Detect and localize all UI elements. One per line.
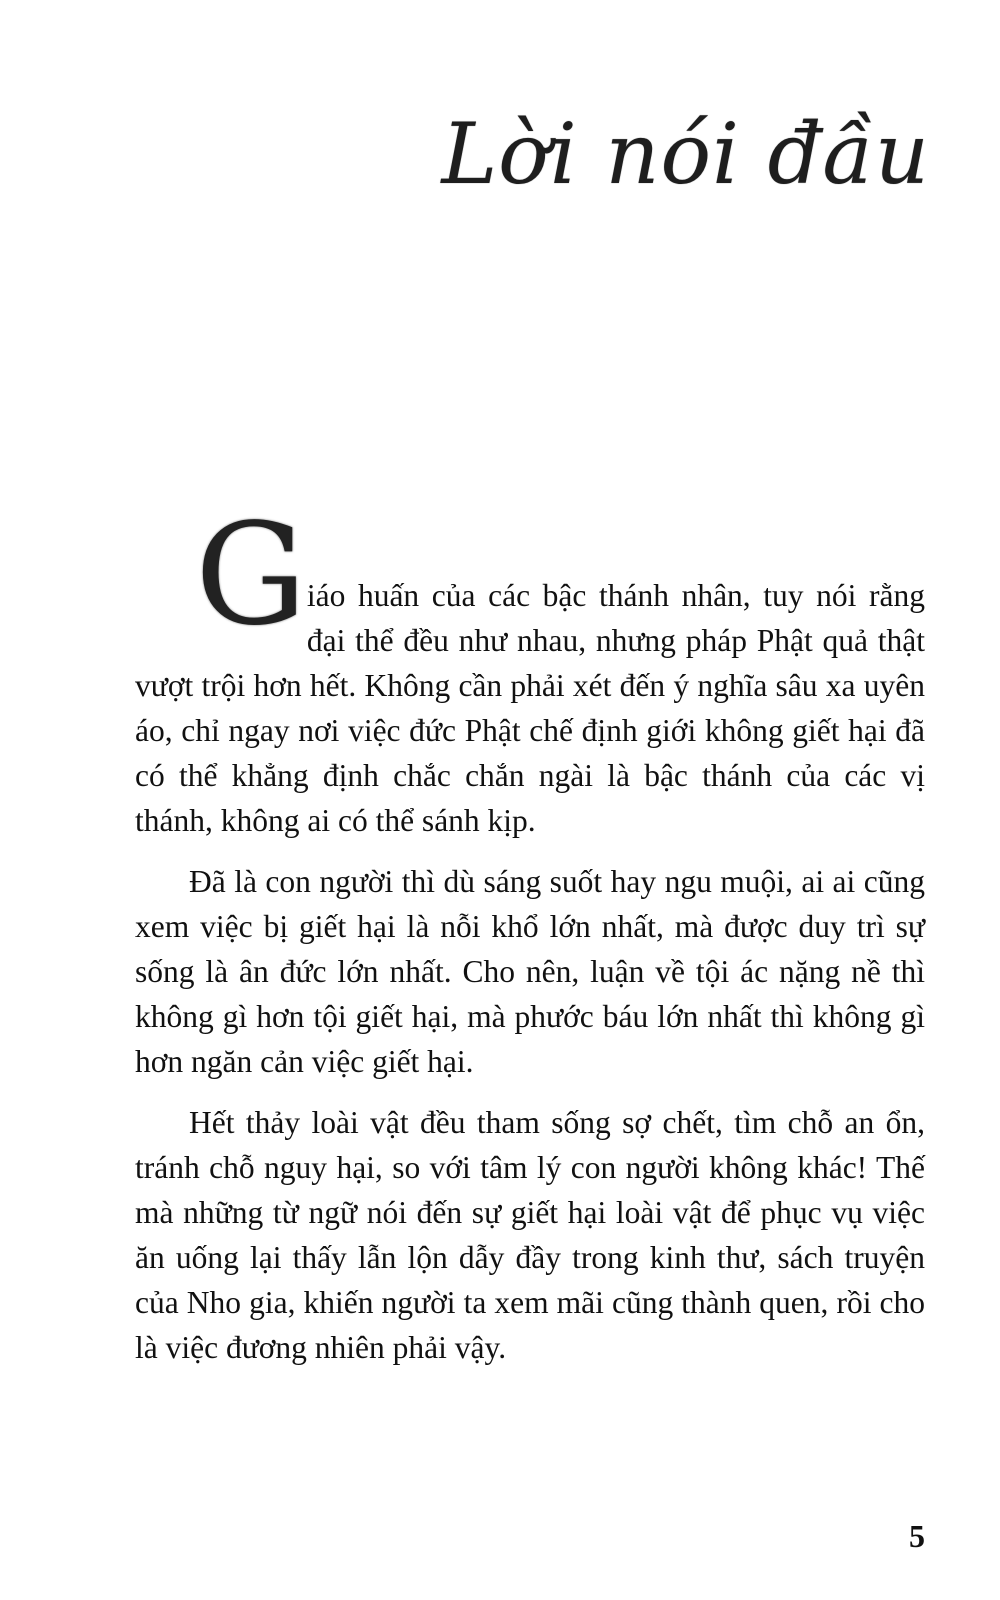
paragraph-1-text: iáo huấn của các bậc thánh nhân, tuy nói rằng đại thể đều như nhau, nhưng pháp Phật quả thật vượt trội hơn hết. Không cần phải xét đến ý nghĩa sâu xa uyên áo, chỉ ngay nơi việc đức Phật chế định giới không giết hại đã có thể khẳng định chắc chắn ngài là bậc thánh của các vị thánh, không ai có thể sánh kịp. [135, 578, 925, 838]
page-number: 5 [909, 1518, 925, 1554]
chapter-title: Lời nói đầu [441, 105, 930, 203]
drop-cap: G [195, 494, 307, 657]
paragraph-2: Đã là con người thì dù sáng suốt hay ngu muội, ai ai cũng xem việc bị giết hại là nỗi khổ lớn nhất, mà được duy trì sự sống là ân đức lớn nhất. Cho nên, luận về tội ác nặng nề thì không gì hơn tội giết hại, mà phước báu lớn nhất thì không gì hơn ngăn cản việc giết hại. [135, 864, 925, 1079]
paragraph-3: Hết thảy loài vật đều tham sống sợ chết, tìm chỗ an ổn, tránh chỗ nguy hại, so với tâm lý con người không khác! Thế mà những từ ngữ nói đến sự giết hại loài vật để phục vụ việc ăn uống lại thấy lẫn lộn dẫy đầy trong kinh thư, sách truyện của Nho gia, khiến người ta xem mãi cũng thành quen, rồi cho là việc đương nhiên phải vậy. [135, 1105, 925, 1365]
paragraph-1 [135, 494, 925, 843]
body-text [135, 494, 925, 1386]
